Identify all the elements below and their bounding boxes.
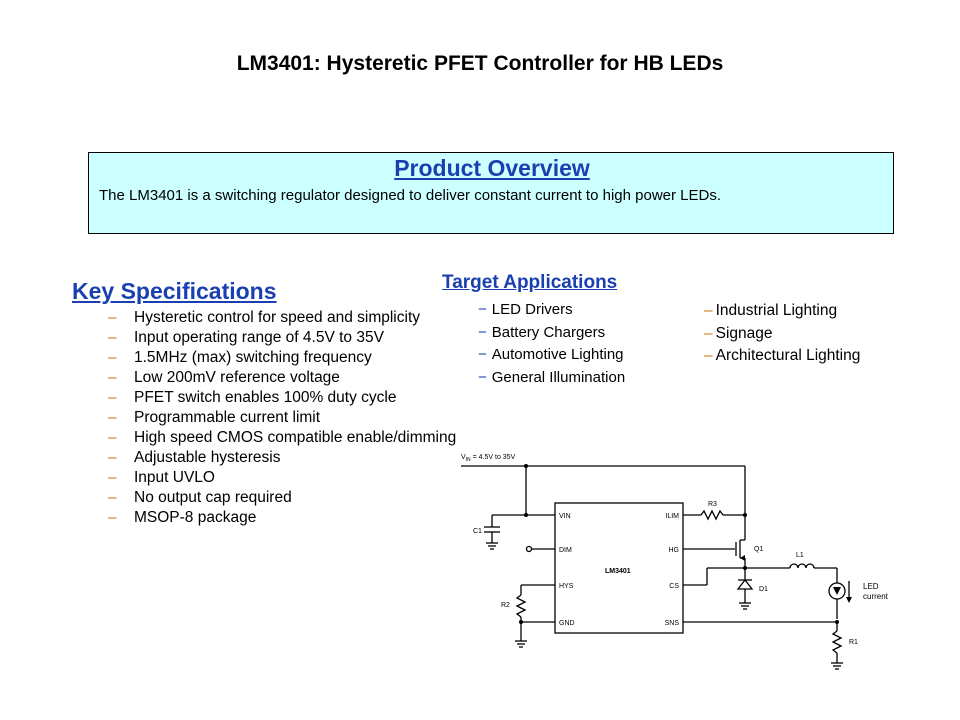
dash-bullet: –	[108, 489, 117, 506]
pin-dim: DIM	[559, 547, 572, 554]
dash-bullet: –	[108, 469, 117, 486]
list-item-text: PFET switch enables 100% duty cycle	[134, 389, 397, 406]
pin-vin: VIN	[559, 513, 571, 520]
list-item	[108, 348, 458, 368]
list-item	[478, 322, 625, 345]
key-specifications-list	[108, 308, 458, 528]
d1-label: D1	[759, 586, 768, 593]
pin-hys: HYS	[559, 583, 574, 590]
product-overview-text: The LM3401 is a switching regulator designed to deliver constant current to high power LEDs.	[99, 187, 722, 204]
list-item	[108, 428, 458, 448]
list-item	[478, 367, 625, 390]
list-item	[108, 508, 458, 528]
dash-bullet: –	[108, 349, 117, 366]
dash-bullet: –	[108, 509, 117, 526]
dash-bullet: –	[108, 369, 117, 386]
target-applications-list-2	[704, 300, 860, 368]
l1-label: L1	[796, 552, 804, 559]
dash-bullet: –	[108, 309, 117, 326]
list-item-text: Input UVLO	[134, 469, 215, 486]
list-item	[108, 368, 458, 388]
list-item	[108, 488, 458, 508]
r3-label: R3	[708, 501, 717, 508]
dash-bullet: –	[108, 409, 117, 426]
list-item-text: LED Drivers	[491, 301, 573, 318]
dash-bullet: −	[478, 368, 487, 386]
c1-label: C1	[473, 528, 482, 535]
list-item-text: Hysteretic control for speed and simplicity	[134, 309, 421, 326]
pin-gnd: GND	[559, 620, 575, 627]
page-title: LM3401: Hysteretic PFET Controller for HB LEDs	[236, 52, 724, 75]
dash-bullet: –	[704, 302, 713, 319]
pin-ilim: ILIM	[665, 513, 679, 520]
dash-bullet: −	[478, 301, 487, 318]
list-item	[478, 344, 625, 367]
lm3401-schematic	[455, 445, 915, 675]
list-item-text: Architectural Lighting	[715, 347, 861, 364]
dash-bullet: –	[704, 324, 713, 342]
list-item	[478, 299, 625, 322]
list-item-text: High speed CMOS compatible enable/dimming	[134, 429, 457, 446]
list-item-text: Battery Chargers	[491, 323, 606, 341]
r1-label: R1	[849, 639, 858, 646]
product-overview-box	[88, 152, 894, 234]
q1-label: Q1	[754, 546, 764, 553]
list-item	[108, 448, 458, 468]
led-current-label: current	[863, 592, 888, 601]
pin-hg: HG	[668, 547, 679, 554]
list-item	[704, 323, 860, 346]
vin-supply-label: $V_{IN} = 4.5V$ to 35V	[461, 454, 516, 463]
pin-sns: SNS	[664, 620, 679, 627]
dash-bullet: –	[108, 329, 117, 346]
list-item	[108, 468, 458, 488]
list-item-text: Programmable current limit	[134, 409, 321, 426]
dash-bullet: –	[704, 347, 713, 364]
list-item-text: Automotive Lighting	[491, 346, 624, 363]
list-item-text: Low 200mV reference voltage	[134, 369, 340, 386]
dash-bullet: –	[108, 429, 117, 446]
list-item	[704, 345, 860, 368]
target-applications-heading: Target Applications	[442, 272, 618, 293]
list-item	[108, 388, 458, 408]
list-item-text: Adjustable hysteresis	[134, 449, 281, 466]
dash-bullet: –	[108, 389, 117, 406]
dash-bullet: −	[478, 346, 487, 363]
list-item	[108, 328, 458, 348]
target-applications-list-1	[478, 299, 625, 389]
list-item	[108, 308, 458, 328]
product-overview-heading: Product Overview	[394, 155, 590, 181]
led-label: LED	[863, 582, 879, 591]
list-item-text: 1.5MHz (max) switching frequency	[134, 349, 372, 366]
list-item-text: Signage	[715, 324, 773, 342]
pin-cs: CS	[669, 583, 679, 590]
list-item-text: Industrial Lighting	[715, 302, 838, 319]
dash-bullet: −	[478, 323, 487, 341]
list-item-text: Input operating range of 4.5V to 35V	[134, 329, 384, 346]
list-item-text: No output cap required	[134, 489, 292, 506]
chip-name: LM3401	[605, 568, 631, 575]
key-specifications-heading: Key Specifications	[72, 278, 277, 304]
list-item	[704, 300, 860, 323]
list-item-text: General Illumination	[491, 368, 626, 386]
r2-label: R2	[501, 602, 510, 609]
dash-bullet: –	[108, 449, 117, 466]
list-item	[108, 408, 458, 428]
list-item-text: MSOP-8 package	[134, 509, 257, 526]
